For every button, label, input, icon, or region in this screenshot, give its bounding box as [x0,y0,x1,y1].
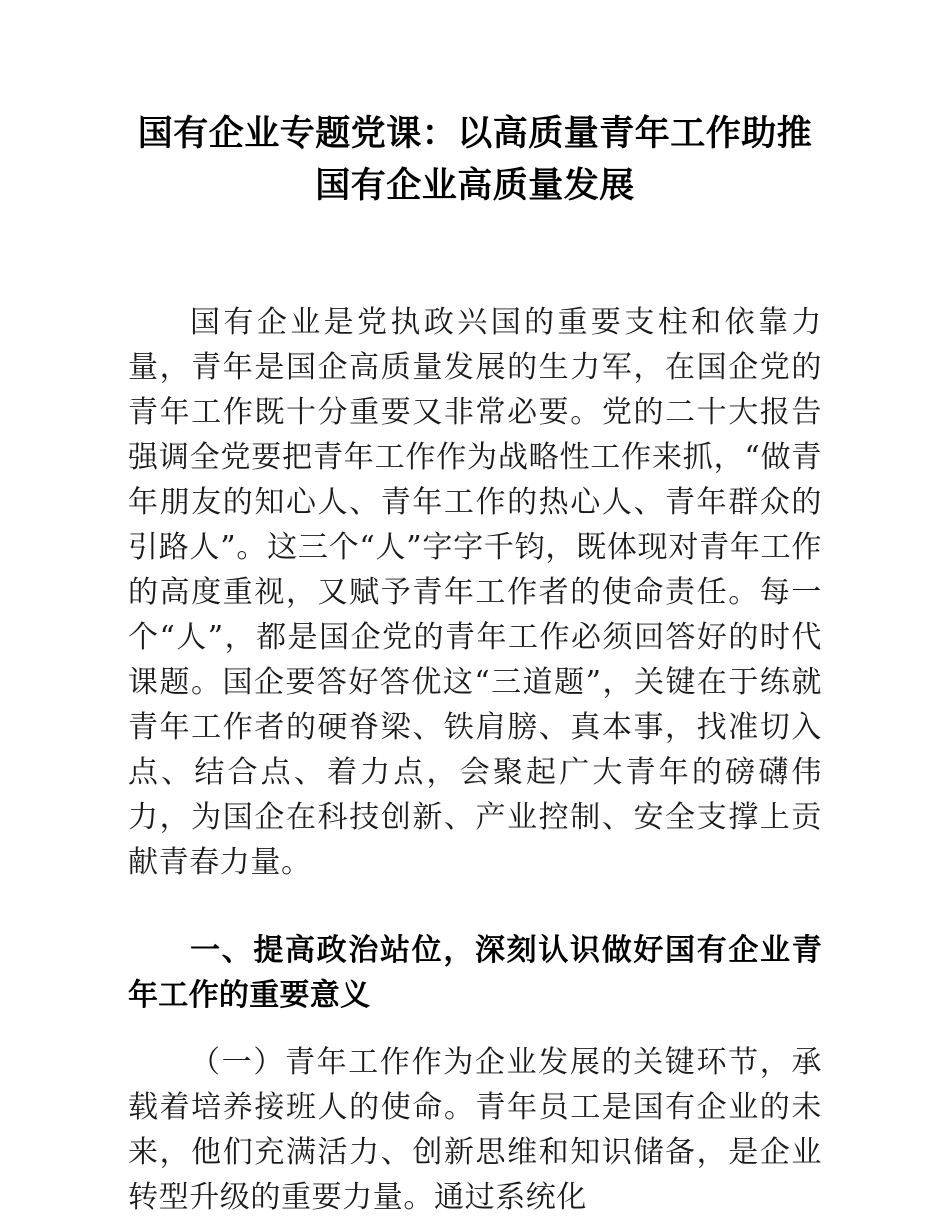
document-title [128,0,822,212]
document-title-line-1: 国有企业专题党课：以高质量青年工作助推 [137,113,813,154]
section-heading-one: 一、提高政治站位，深刻认识做好国有企业青年工作的重要意义 [128,934,822,1012]
subsection-one-paragraph: （一）青年工作作为企业发展的关键环节，承载着培养接班人的使命。青年员工是国有企业的未来，他们充满活力、创新思维和知识储备，是企业转型升级的重要力量。通过系统化 [128,1045,822,1215]
document-title-line-2: 国有企业高质量发展 [315,165,635,206]
intro-paragraph: 国有企业是党执政兴国的重要支柱和依靠力量，青年是国企高质量发展的生力军，在国企党的青年工作既十分重要又非常必要。党的二十大报告强调全党要把青年工作作为战略性工作来抓，“做青年朋友的知心人、青年工作的热心人、青年群众的引路人”。这三个“人”字字千钧，既体现对青年工作的高度重视，又赋予青年工作者的使命责任。每一个“人”，都是国企党的青年工作必须回答好的时代课题。国企要答好答优这“三道题”，关键在于练就青年工作者的硬脊梁、铁肩膀、真本事，找准切入点、结合点、着力点，会聚起广大青年的磅礴伟力，为国企在科技创新、产业控制、安全支撑上贡献青春力量。 [128,305,822,880]
document-content [128,0,822,1220]
